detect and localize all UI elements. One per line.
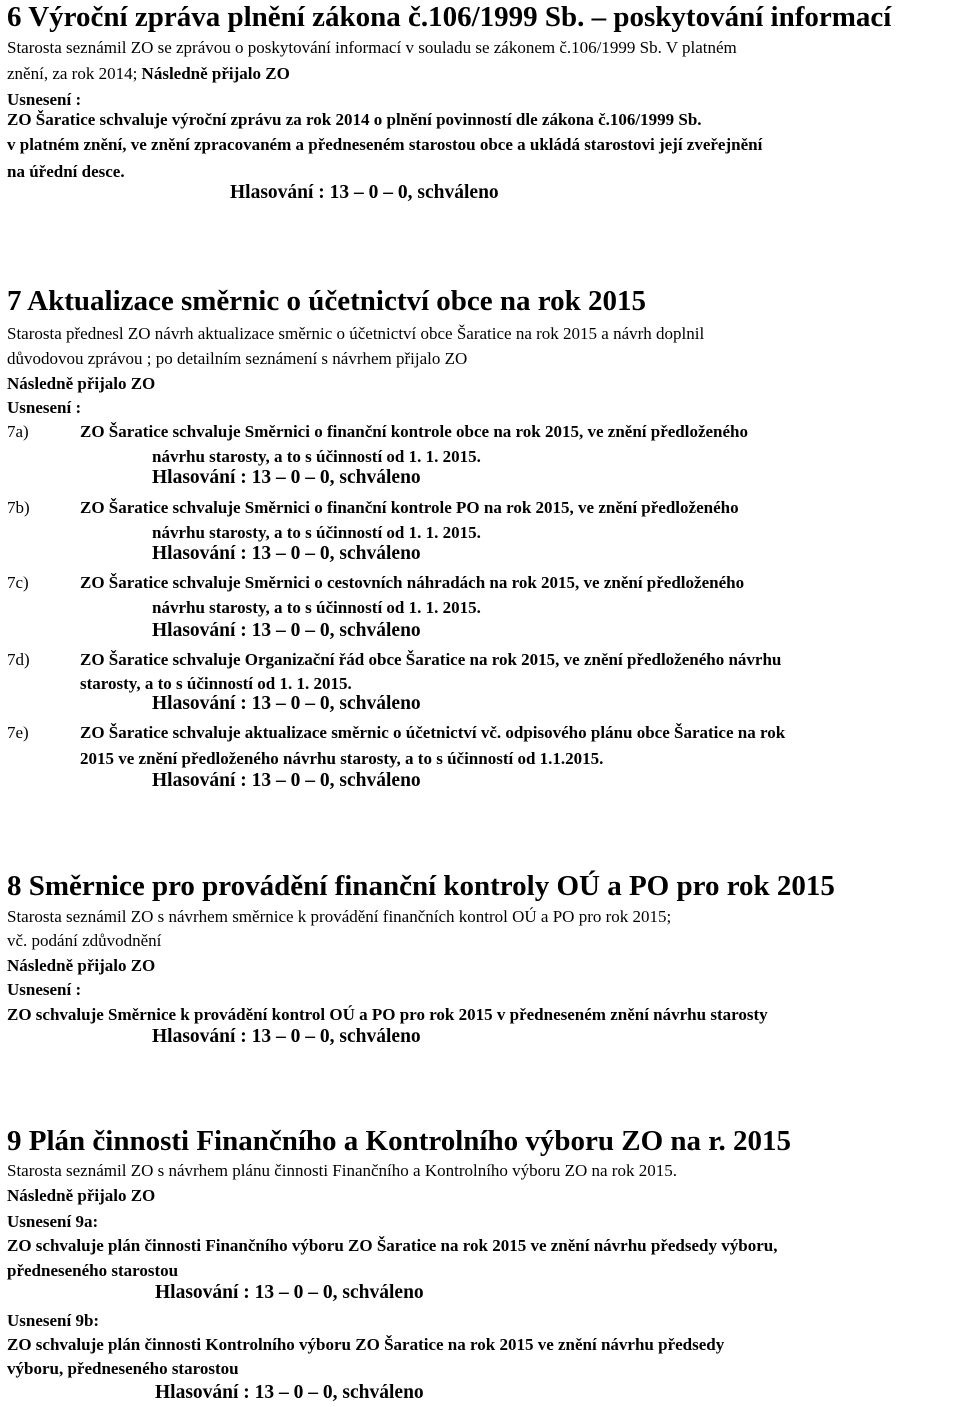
item-7d-line1: ZO Šaratice schvaluje Organizační řád obce Šaratice na rok 2015, ve znění předloženého návrhu — [80, 650, 782, 669]
section-6-heading: 6 Výroční zpráva plnění zákona č.106/1999 Sb. – poskytování informací — [7, 1, 892, 33]
section-8-intro-line1: Starosta seznámil ZO s návrhem směrnice k provádění finančních kontrol OÚ a PO pro rok 2015; — [7, 907, 672, 926]
item-7b-line1: ZO Šaratice schvaluje Směrnici o finanční kontrole PO na rok 2015, ve znění předloženého — [80, 498, 739, 517]
section-8-usneseni-label: Usnesení : — [7, 980, 82, 999]
section-9a-resolution-line1: ZO schvaluje plán činnosti Finančního výboru ZO Šaratice na rok 2015 ve znění návrhu předsedy výboru, — [7, 1236, 778, 1255]
section-9a-vote: Hlasování : 13 – 0 – 0, schváleno — [155, 1282, 424, 1303]
section-7-intro-line2: důvodovou zprávou ; po detailním seznámení s návrhem přijalo ZO — [7, 349, 468, 368]
section-9-heading: 9 Plán činnosti Finančního a Kontrolního výboru ZO na r. 2015 — [7, 1125, 791, 1157]
item-7e-vote: Hlasování : 13 – 0 – 0, schváleno — [152, 770, 421, 791]
item-7a-line2: návrhu starosty, a to s účinností od 1. 1. 2015. — [152, 447, 481, 466]
section-9a-resolution-line2: předneseného starostou — [7, 1261, 179, 1280]
item-7c-vote: Hlasování : 13 – 0 – 0, schváleno — [152, 620, 421, 641]
item-7b-vote: Hlasování : 13 – 0 – 0, schváleno — [152, 543, 421, 564]
section-9b-resolution-line1: ZO schvaluje plán činnosti Kontrolního výboru ZO Šaratice na rok 2015 ve znění návrhu předsedy — [7, 1335, 725, 1354]
section-7-usneseni-label: Usnesení : — [7, 398, 82, 417]
item-7d-label: 7d) — [7, 650, 30, 669]
section-7-heading: 7 Aktualizace směrnic o účetnictví obce na rok 2015 — [7, 285, 647, 317]
item-7b-label: 7b) — [7, 498, 30, 517]
section-7-nasledne: Následně přijalo ZO — [7, 374, 156, 393]
item-7c-line2: návrhu starosty, a to s účinností od 1. 1. 2015. — [152, 598, 481, 617]
section-8-heading: 8 Směrnice pro provádění finanční kontroly OÚ a PO pro rok 2015 — [7, 870, 835, 902]
section-8-vote: Hlasování : 13 – 0 – 0, schváleno — [152, 1026, 421, 1047]
section-9b-resolution-line2: výboru, předneseného starostou — [7, 1359, 239, 1378]
section-9a-usneseni-label: Usnesení 9a: — [7, 1212, 99, 1231]
section-7-intro-line1: Starosta přednesl ZO návrh aktualizace směrnic o účetnictví obce Šaratice na rok 2015 a návrh doplnil — [7, 324, 705, 343]
item-7d-line2: starosty, a to s účinností od 1. 1. 2015. — [80, 674, 352, 693]
section-6-resolution-line2: v platném znění, ve znění zpracovaném a předneseném starostou obce a ukládá starostovi její zveřejnění — [7, 135, 763, 154]
item-7e-line1: ZO Šaratice schvaluje aktualizace směrnic o účetnictví vč. odpisového plánu obce Šaratice na rok — [80, 723, 786, 742]
section-8-nasledne: Následně přijalo ZO — [7, 956, 156, 975]
section-6-vote: Hlasování : 13 – 0 – 0, schváleno — [230, 182, 499, 203]
item-7e-label: 7e) — [7, 723, 29, 742]
item-7e-line2: 2015 ve znění předloženého návrhu starosty, a to s účinností od 1.1.2015. — [80, 749, 604, 768]
section-6-resolution-line1: ZO Šaratice schvaluje výroční zprávu za rok 2014 o plnění povinností dle zákona č.106/1999 Sb. — [7, 110, 702, 129]
item-7c-label: 7c) — [7, 573, 29, 592]
item-7d-vote: Hlasování : 13 – 0 – 0, schváleno — [152, 693, 421, 714]
section-6-nasledne: Následně přijalo ZO — [141, 64, 290, 83]
section-9-nasledne: Následně přijalo ZO — [7, 1186, 156, 1205]
section-9b-vote: Hlasování : 13 – 0 – 0, schváleno — [155, 1382, 424, 1403]
section-9b-usneseni-label: Usnesení 9b: — [7, 1311, 100, 1330]
section-6-usneseni-label: Usnesení : — [7, 90, 82, 109]
item-7a-label: 7a) — [7, 422, 29, 441]
section-6-intro-text: znění, za rok 2014; — [7, 64, 142, 83]
item-7c-line1: ZO Šaratice schvaluje Směrnici o cestovních náhradách na rok 2015, ve znění předloženého — [80, 573, 745, 592]
section-6-intro-line1: Starosta seznámil ZO se zprávou o poskytování informací v souladu se zákonem č.106/1999 Sb. V platném — [7, 38, 737, 57]
section-9-intro-line1: Starosta seznámil ZO s návrhem plánu činnosti Finančního a Kontrolního výboru ZO na rok 2015. — [7, 1161, 677, 1180]
section-6-resolution-line3: na úřední desce. — [7, 162, 125, 181]
section-8-intro-line2: vč. podání zdůvodnění — [7, 931, 162, 950]
item-7b-line2: návrhu starosty, a to s účinností od 1. 1. 2015. — [152, 523, 481, 542]
item-7a-line1: ZO Šaratice schvaluje Směrnici o finanční kontrole obce na rok 2015, ve znění předloženého — [80, 422, 749, 441]
section-6-intro-line2 — [7, 65, 290, 82]
section-8-resolution-line1: ZO schvaluje Směrnice k provádění kontrol OÚ a PO pro rok 2015 v předneseném znění návrhu starosty — [7, 1005, 768, 1024]
item-7a-vote: Hlasování : 13 – 0 – 0, schváleno — [152, 467, 421, 488]
